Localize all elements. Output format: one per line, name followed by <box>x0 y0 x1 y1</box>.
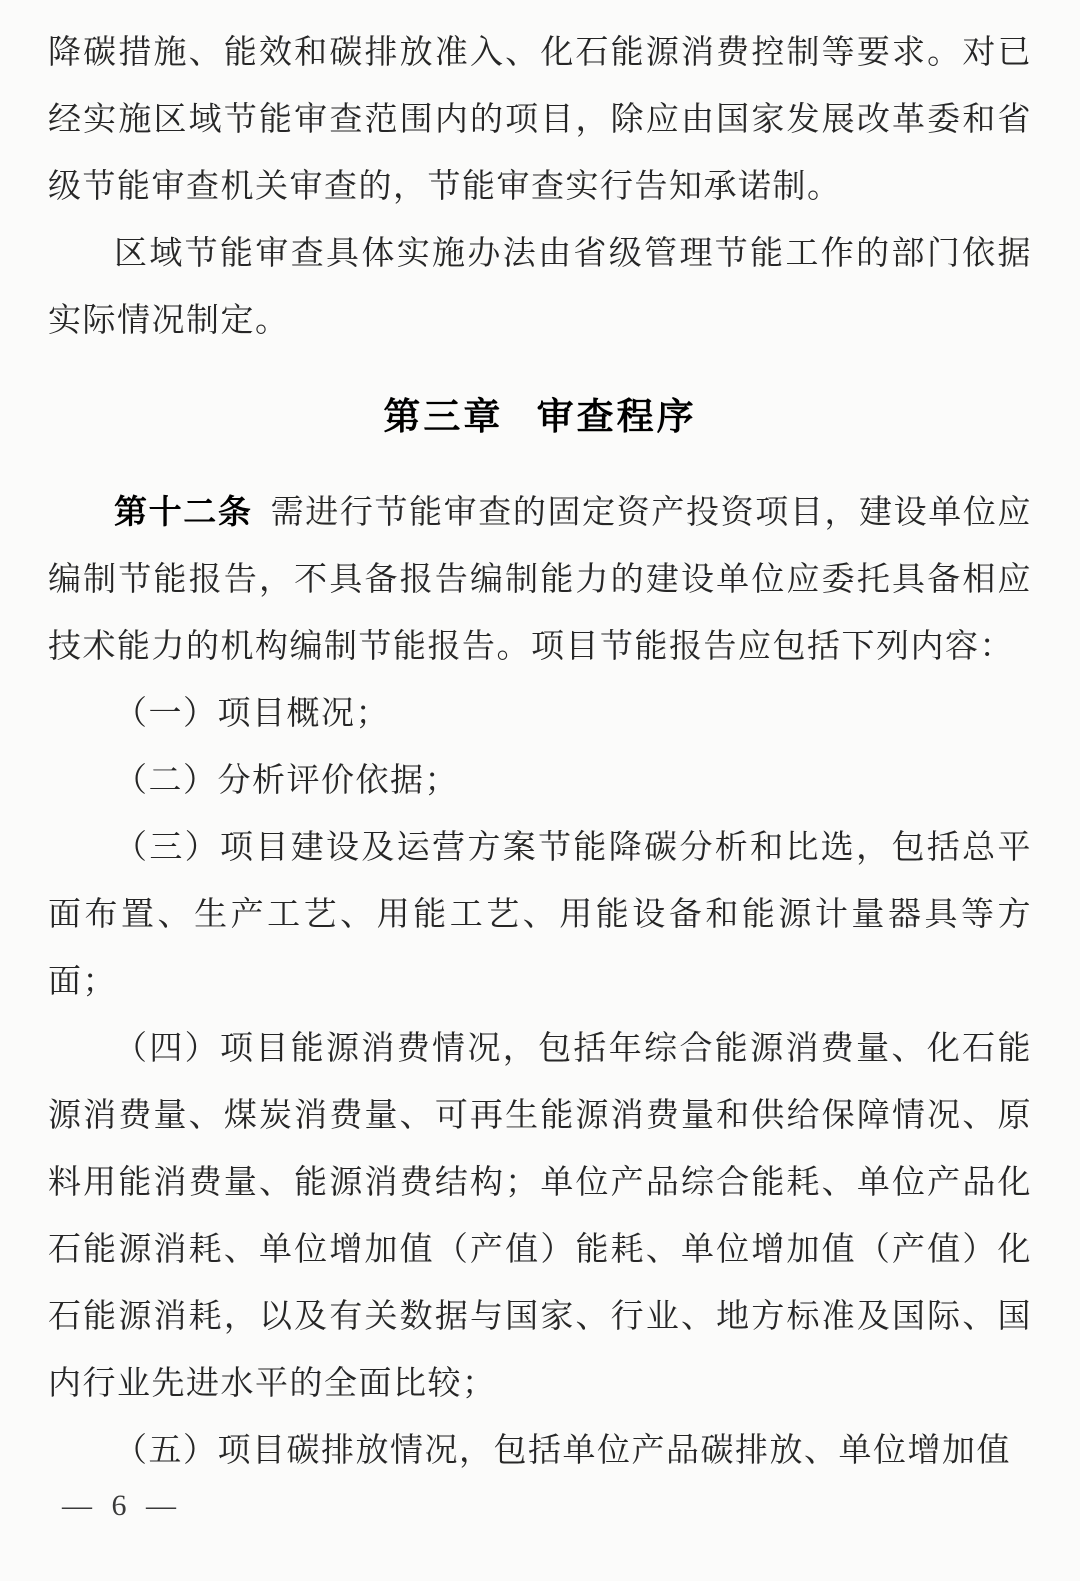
list-item-3: （三）项目建设及运营方案节能降碳分析和比选，包括总平面布置、生产工艺、用能工艺、用能设备和能源计量器具等方面； <box>48 830 1032 1000</box>
list-item-5: （五）项目碳排放情况，包括单位产品碳排放、单位增加值 <box>114 1433 1011 1469</box>
list-item-1: （一）项目概况； <box>114 696 390 732</box>
chapter-title: 审查程序 <box>536 396 697 437</box>
article-number: 第十二条 <box>114 493 253 530</box>
paragraph-regional-implementation: 区域节能审查具体实施办法由省级管理节能工作的部门依据实际情况制定。 <box>48 236 1032 339</box>
chapter-heading <box>48 383 1032 450</box>
list-item-4: （四）项目能源消费情况，包括年综合能源消费量、化石能源消费量、煤炭消费量、可再生能源消费量和供给保障情况、原料用能消费量、能源消费结构；单位产品综合能耗、单位产品化石能源消耗、单位增加值（产值）能耗、单位增加值（产值）化石能源消耗，以及有关数据与国家、行业、地方标准及国际、国内行业先进水平的全面比较； <box>48 1031 1032 1402</box>
list-item-2: （二）分析评价依据； <box>114 763 459 799</box>
article-body: 需进行节能审查的固定资产投资项目，建设单位应编制节能报告，不具备报告编制能力的建设单位应委托具备相应技术能力的机构编制节能报告。项目节能报告应包括下列内容： <box>48 495 1033 665</box>
chapter-number: 第三章 <box>383 396 504 437</box>
page-number: — 6 — <box>62 1489 182 1522</box>
article-12-paragraph <box>48 478 1032 681</box>
paragraph-continuation: 降碳措施、能效和碳排放准入、化石能源消费控制等要求。对已经实施区域节能审查范围内的项目，除应由国家发展改革委和省级节能审查机关审查的，节能审查实行告知承诺制。 <box>48 35 1032 205</box>
